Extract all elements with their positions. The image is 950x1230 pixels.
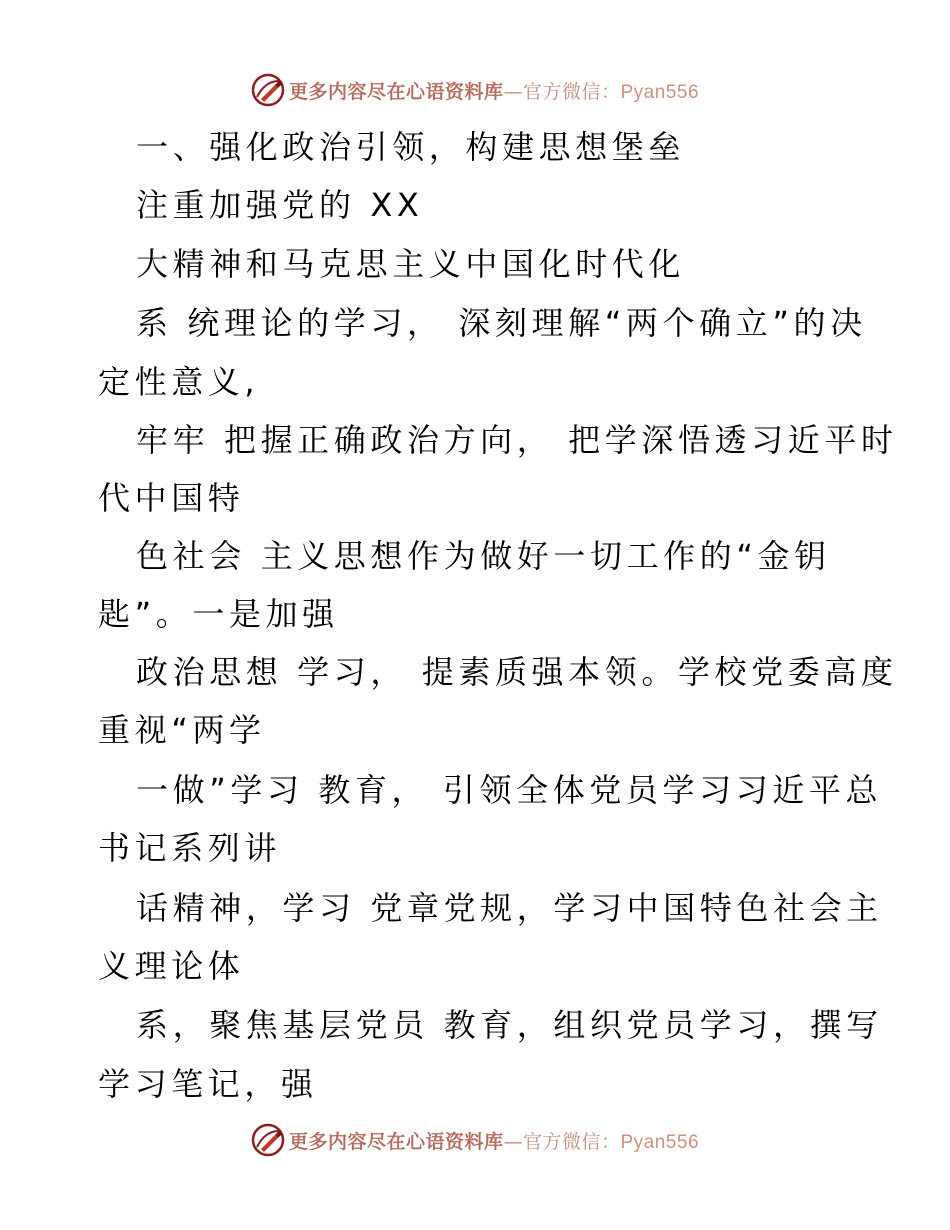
watermark-wechat-label: 官方微信： bbox=[522, 1130, 621, 1153]
watermark-title: 更多内容尽在心语资料库 bbox=[288, 1130, 504, 1153]
footer-watermark bbox=[0, 1120, 950, 1160]
text-line: 义理论体 bbox=[98, 947, 245, 985]
watermark-wechat-id: Pyan556 bbox=[620, 1131, 700, 1153]
watermark-dash: — bbox=[503, 80, 523, 103]
text-line: 色社会 主义思想作为做好一切工作的“金钥 bbox=[136, 537, 831, 575]
pen-seal-logo-icon bbox=[251, 1123, 285, 1157]
text-line: 大精神和马克思主义中国化时代化 bbox=[136, 245, 686, 283]
text-line: 牢牢 把握正确政治方向， 把学深悟透习近平时 bbox=[136, 421, 898, 459]
text-line: 匙”。一是加强 bbox=[98, 595, 339, 633]
watermark-title: 更多内容尽在心语资料库 bbox=[288, 80, 504, 103]
watermark-wechat-id: Pyan556 bbox=[620, 81, 700, 103]
text-line: 政治思想 学习， 提素质强本领。学校党委高度 bbox=[136, 653, 898, 691]
text-line: 重视“两学 bbox=[98, 711, 266, 749]
text-line: 话精神，学习 党章党规，学习中国特色社会主 bbox=[136, 889, 883, 927]
text-line: 系 统理论的学习， 深刻理解“两个确立”的决 bbox=[136, 304, 867, 342]
watermark-text bbox=[289, 1127, 699, 1154]
watermark-wechat-label: 官方微信： bbox=[522, 80, 621, 103]
text-line: 定性意义, bbox=[98, 363, 260, 401]
text-line: 书记系列讲 bbox=[98, 829, 282, 867]
text-line: 一做”学习 教育， 引领全体党员学习习近平总 bbox=[136, 771, 883, 809]
text-line: 学习笔记，强 bbox=[98, 1065, 318, 1103]
text-line: 系，聚焦基层党员 教育，组织党员学习，撰写 bbox=[136, 1006, 883, 1044]
text-line: 代中国特 bbox=[98, 479, 245, 517]
section-heading: 一、强化政治引领，构建思想堡垒 bbox=[136, 128, 686, 166]
watermark-dash: — bbox=[503, 1130, 523, 1153]
text-line: 注重加强党的 XX bbox=[136, 186, 424, 224]
